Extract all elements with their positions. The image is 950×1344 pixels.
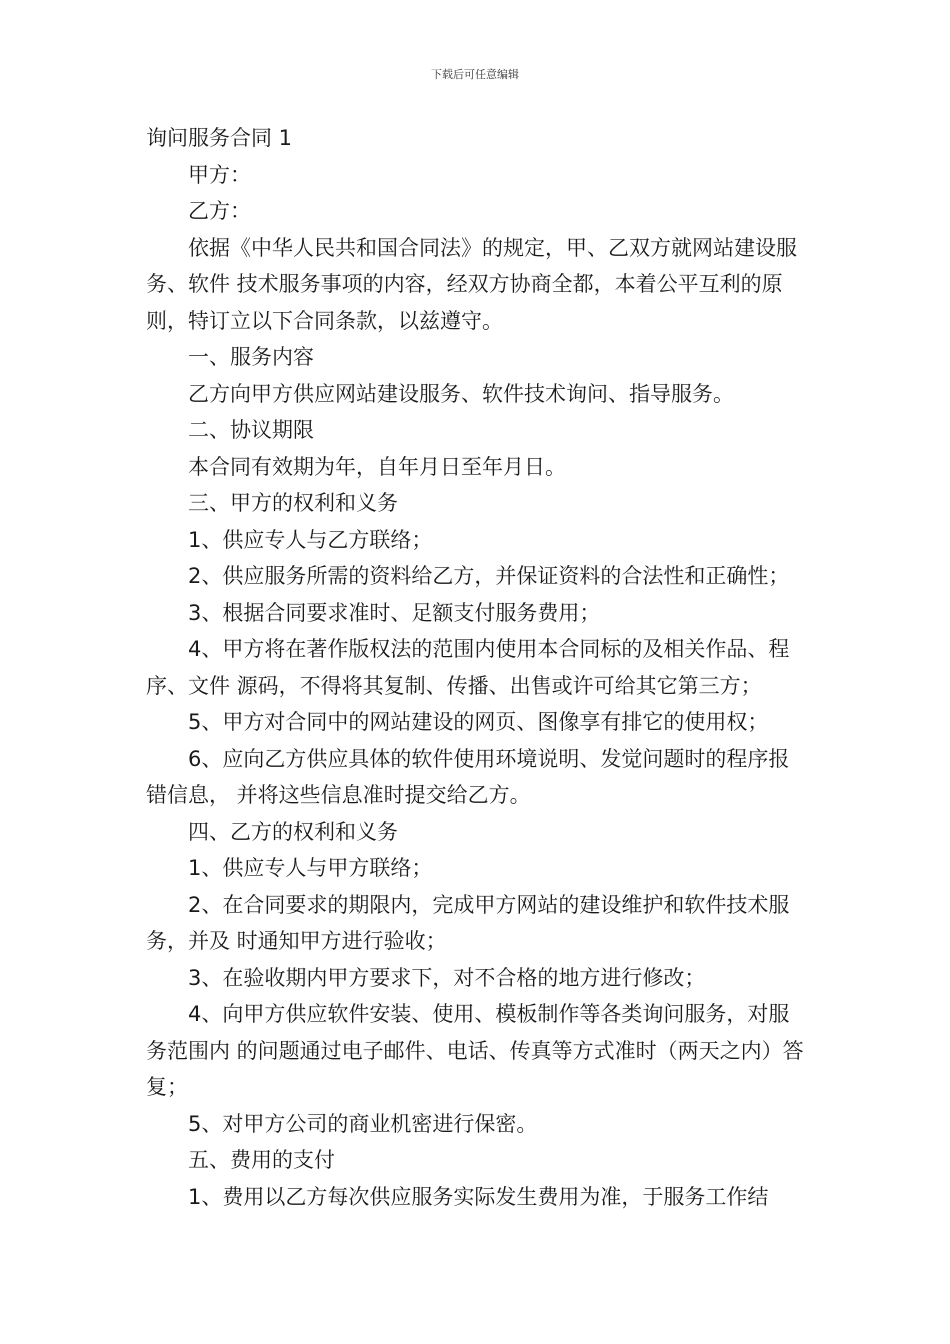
list-item: 5、对甲方公司的商业机密进行保密。	[188, 1111, 538, 1136]
list-item: 1、费用以乙方每次供应服务实际发生费用为准，于服务工作结	[188, 1184, 769, 1209]
list-item: 1、供应专人与乙方联络；	[188, 527, 433, 552]
preamble-paragraph: 依据《中华人民共和国合同法》的规定，甲、乙双方就网站建设服务、软件 技术服务事项的内容，经双方协商全都，本着公平互利的原则，特订立以下合同条款，以兹遵守。	[146, 235, 797, 333]
list-item: 6、应向乙方供应具体的软件使用环境说明、发觉问题时的程序报错信息， 并将这些信息准时提交给乙方。	[146, 746, 790, 807]
page-header: 下载后可任意编辑	[431, 68, 519, 81]
list-item: 3、根据合同要求准时、足额支付服务费用；	[188, 600, 601, 625]
list-item: 4、甲方将在著作版权法的范围内使用本合同标的及相关作品、程序、文件 源码，不得将其复制、传播、出售或许可给其它第三方；	[146, 637, 790, 698]
list-item: 4、向甲方供应软件安装、使用、模板制作等各类询问服务，对服务范围内 的问题通过电子邮件、电话、传真等方式准时（两天之内）答复；	[146, 1002, 804, 1099]
paragraph: 乙方向甲方供应网站建设服务、软件技术询问、指导服务。	[188, 381, 734, 406]
document-body	[146, 120, 806, 1215]
party-a-line: 甲方：	[188, 162, 251, 187]
list-item: 2、供应服务所需的资料给乙方，并保证资料的合法性和正确性；	[188, 564, 790, 588]
paragraph: 本合同有效期为年，自年月日至年月日。	[188, 454, 566, 479]
document-title: 询问服务合同 1	[146, 126, 293, 150]
list-item: 2、在合同要求的期限内，完成甲方网站的建设维护和软件技术服务，并及 时通知甲方进行验收；	[146, 892, 790, 953]
section-heading: 五、费用的支付	[188, 1148, 335, 1172]
section-heading: 二、协议期限	[188, 418, 314, 442]
party-b-line: 乙方：	[188, 199, 251, 223]
section-heading: 一、服务内容	[188, 345, 314, 369]
list-item: 5、甲方对合同中的网站建设的网页、图像享有排它的使用权；	[188, 710, 769, 734]
section-heading: 四、乙方的权利和义务	[188, 819, 398, 844]
list-item: 1、供应专人与甲方联络；	[188, 856, 433, 880]
section-heading: 三、甲方的权利和义务	[188, 491, 398, 515]
list-item: 3、在验收期内甲方要求下，对不合格的地方进行修改；	[188, 965, 706, 990]
